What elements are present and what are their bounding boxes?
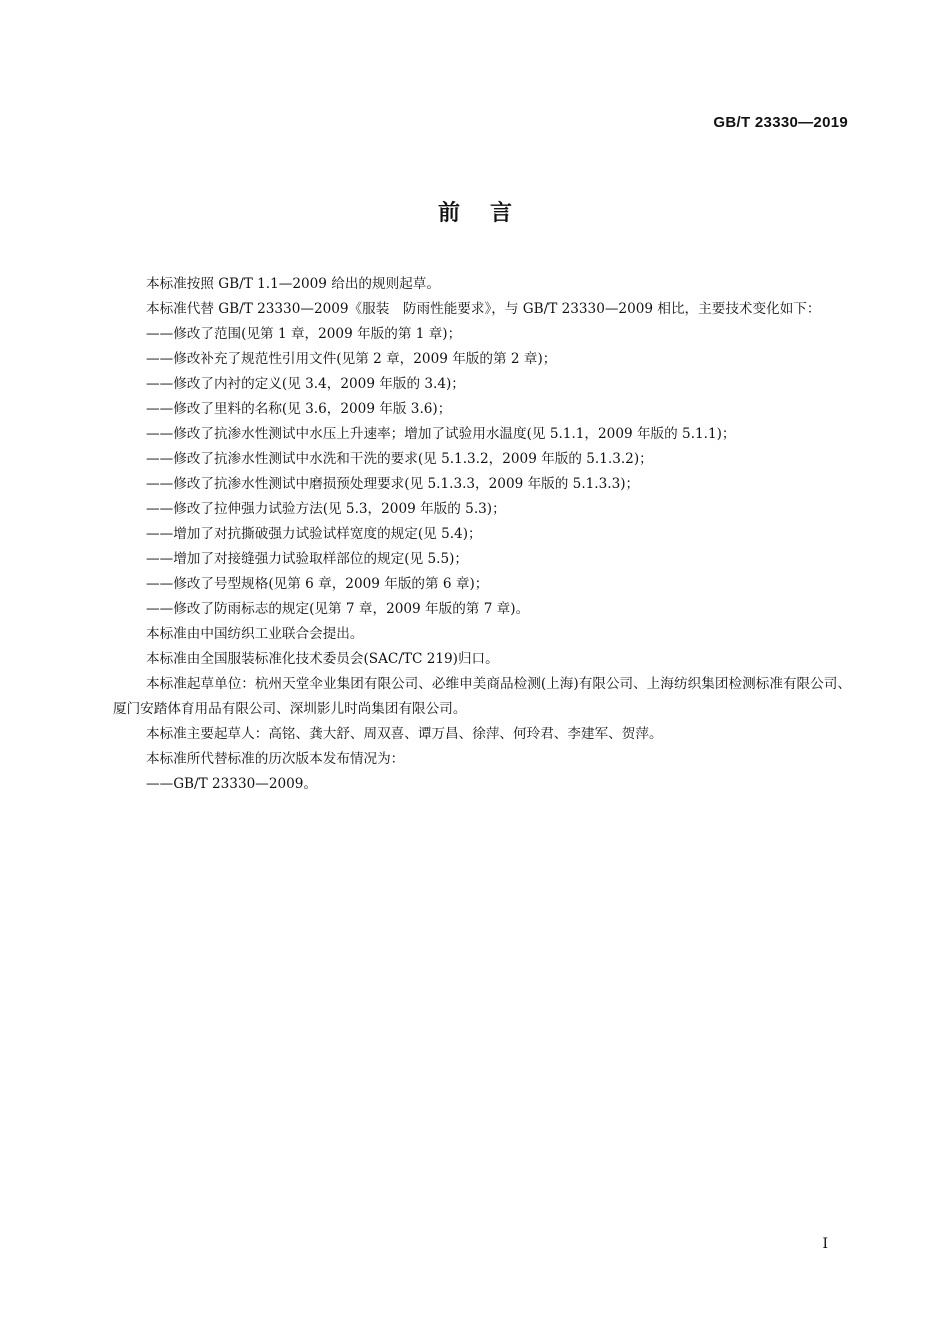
paragraph-drafting-units: 本标准起草单位：杭州天堂伞业集团有限公司、必维申美商品检测(上海)有限公司、上海纺织集团检测标准有限公司、厦门安踏体育用品有限公司、深圳影儿时尚集团有限公司。 xyxy=(113,676,851,717)
paragraph-replacement: 本标准代替 GB/T 23330—2009《服装 防雨性能要求》，与 GB/T 23330—2009 相比，主要技术变化如下： xyxy=(146,301,821,317)
paragraph-drafters: 本标准主要起草人：高铭、龚大舒、周双喜、谭万昌、徐萍、何玲君、李建军、贺萍。 xyxy=(146,726,663,742)
changes-list xyxy=(113,322,851,622)
page-title: 前言 xyxy=(437,201,542,226)
list-item: ——修改了号型规格(见第 6 章，2009 年版的第 6 章)； xyxy=(146,576,489,592)
list-item: ——修改补充了规范性引用文件(见第 2 章，2009 年版的第 2 章)； xyxy=(146,351,557,367)
list-item: ——增加了对抗撕破强力试验试样宽度的规定(见 5.4)； xyxy=(146,526,482,542)
list-item: ——修改了抗渗水性测试中磨损预处理要求(见 5.1.3.3，2009 年版的 5.1.3.3)； xyxy=(146,476,640,492)
standard-number: GB/T 23330—2019 xyxy=(713,114,848,131)
list-item: ——修改了防雨标志的规定(见第 7 章，2009 年版的第 7 章)。 xyxy=(146,601,530,617)
paragraph-history-intro: 本标准所代替标准的历次版本发布情况为： xyxy=(146,751,405,767)
page-number: I xyxy=(822,1236,828,1252)
list-item: ——修改了拉伸强力试验方法(见 5.3，2009 年版的 5.3)； xyxy=(146,501,506,517)
list-item: ——修改了抗渗水性测试中水洗和干洗的要求(见 5.1.3.2，2009 年版的 5.1.3.2)； xyxy=(146,451,653,467)
paragraph-committee: 本标准由全国服装标准化技术委员会(SAC/TC 219)归口。 xyxy=(146,651,499,667)
list-item: ——增加了对接缝强力试验取样部位的规定(见 5.5)； xyxy=(146,551,469,567)
list-item: ——修改了范围(见第 1 章，2009 年版的第 1 章)； xyxy=(146,326,462,342)
list-item: ——GB/T 23330—2009。 xyxy=(146,776,318,792)
list-item: ——修改了里料的名称(见 3.6，2009 年版 3.6)； xyxy=(146,401,452,417)
list-item: ——修改了内衬的定义(见 3.4，2009 年版的 3.4)； xyxy=(146,376,465,392)
list-item: ——修改了抗渗水性测试中水压上升速率；增加了试验用水温度(见 5.1.1，2009 年版的 5.1.1)； xyxy=(146,426,736,442)
document-body xyxy=(113,272,851,797)
paragraph-proposer: 本标准由中国纺织工业联合会提出。 xyxy=(146,626,364,642)
paragraph-drafting-rules: 本标准按照 GB/T 1.1—2009 给出的规则起草。 xyxy=(146,276,440,292)
